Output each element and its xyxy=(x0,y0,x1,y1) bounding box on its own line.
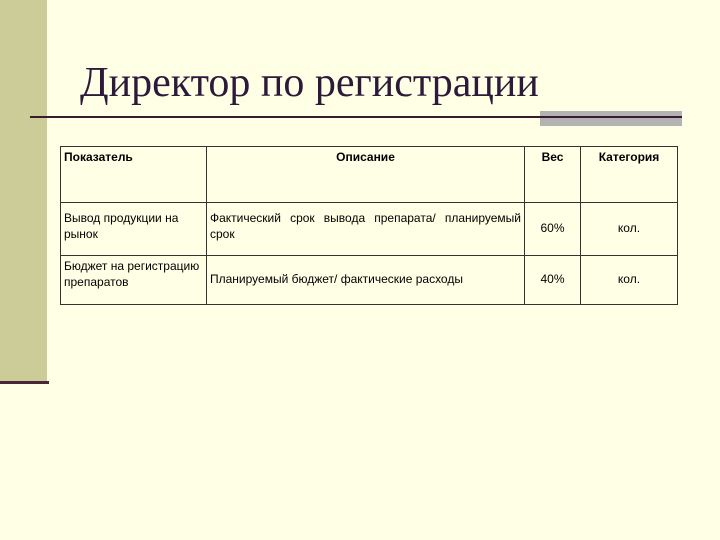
left-decor-underline xyxy=(0,381,49,384)
table-row xyxy=(61,256,678,305)
cell-category: кол. xyxy=(581,203,678,256)
cell-weight: 60% xyxy=(525,203,581,256)
cell-description: Планируемый бюджет/ фактические расходы xyxy=(207,256,525,305)
cell-weight: 40% xyxy=(525,256,581,305)
table-row xyxy=(61,203,678,256)
cell-category: кол. xyxy=(581,256,678,305)
cell-description: Фактический срок вывода препарата/ планируемый срок xyxy=(207,203,525,256)
cell-indicator: Вывод продукции на рынок xyxy=(61,203,207,256)
table-header-row xyxy=(61,147,678,203)
title-rule xyxy=(30,116,682,118)
title-accent-block xyxy=(540,111,682,126)
header-description: Описание xyxy=(207,147,525,203)
cell-indicator: Бюджет на регистрацию препаратов xyxy=(61,256,207,305)
header-indicator: Показатель xyxy=(61,147,207,203)
kpi-table xyxy=(60,146,678,305)
left-decor-bar xyxy=(0,0,47,383)
header-category: Категория xyxy=(581,147,678,203)
slide-title: Директор по регистрации xyxy=(80,60,539,106)
header-weight: Вес xyxy=(525,147,581,203)
